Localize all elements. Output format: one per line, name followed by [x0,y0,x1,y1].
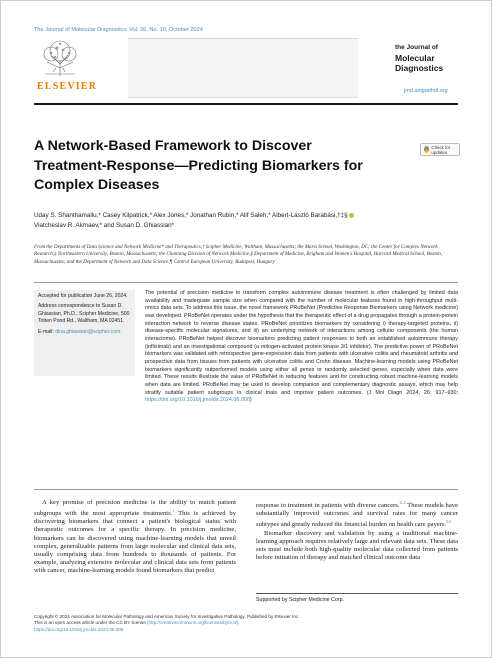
abstract-doi-link[interactable]: https://doi.org/10.1016/j.jmoldx.2024.06.008 [145,397,250,404]
body-column-left [34,499,236,575]
abstract-bottom-rule [34,489,458,490]
footnote-rule [256,593,458,594]
author-affiliations: From the Departments of Data Science and Network Medicine* and Therapeutics,† Scipher Medicine, Waltham, Massachusetts; the Marsi School, Washington, DC; the Center for Complex Network Research,‡ Northeastern University, Boston, Massachusetts; the Channing Division of Network Medicine,§ Department of Medicine, Brigham and Women's Hospital, Harvard Medical School, Boston, Massachusetts; and the Department of Network and Data Science,¶ Central European University, Budapest, Hungary [34,244,443,265]
reference-link[interactable]: 5,6 [446,519,452,525]
author-line-1 [34,211,458,221]
journal-citation-line[interactable]: The Journal of Molecular Diagnostics, Vol. 26, No. 10, October 2024 [34,27,203,33]
orcid-icon[interactable] [349,213,354,218]
header-banner [128,38,358,98]
body-text: This is achieved by discovering biomarkers that connect a patient's biological status with therapeutic outcomes for a specific therapy. In precision medicine, biomarkers can be discovered using machine-learning models that unveil complex, generalizable patterns from large molecular and clinical data sets, usually comprising data from hundreds to thousands of patients. For example, analyzing extensive molecular and clinical data sets from patients with cancer, machine-learning models found biomarkers that predict [34,510,236,574]
license-text: This is an open access article under the CC BY license [34,620,148,626]
check-for-updates-label: Check for updates [431,144,451,155]
email-label: E-mail: [38,328,56,335]
body-paragraph [34,499,236,575]
author-line-2: Viatcheslav R. Akmaev,* and Susan D. Ghiassian* [34,222,175,229]
body-paragraph [256,499,458,530]
footer-doi-link[interactable]: https://doi.org/10.1016/j.jmoldx.2024.06.008 [34,626,124,632]
body-text: These models have substantially improved outcomes and survival rates for many cancer subtypes and greatly reduced the financial burden on health care payers. [256,502,458,529]
correspondence-email-row [38,329,131,336]
reference-link[interactable]: 2–4 [399,500,406,505]
body-text: response to treatment in patients with diverse cancers. [256,502,400,510]
abstract-citation-end: ) [249,397,252,404]
reference-link[interactable]: 1 [172,508,175,514]
crossmark-icon [424,146,429,153]
elsevier-tree-logo-icon [37,38,83,78]
correspondence-email-link[interactable]: dina.ghiassian@scipher.com. [55,328,122,335]
publisher-name: ELSEVIER [37,81,98,92]
author-list [34,211,458,231]
copyright-line: Copyright © 2024 Association for Molecular Pathology and American Society for Investigative Pathology. Published by Elsevier Inc. [34,614,300,619]
body-column-right [256,499,458,562]
body-text: A key promise of precision medicine is the ability to match patient subgroups with the most appropriate treatments. [34,499,236,518]
article-title: A Network-Based Framework to Discover Treatment-Response—Predicting Biomarkers for Complex Diseases [34,138,363,193]
journal-logo-line-3: Diagnostics [395,63,444,73]
journal-url-link[interactable]: jmd.amjpathol.org [404,88,448,94]
abstract-top-rule [34,282,458,283]
journal-logo [395,43,455,73]
abstract-citation: (J Mol Diagn 2024, 26: 917–930; [362,389,459,396]
funding-note: Supported by Scipher Medicine Corp. [256,597,345,603]
abstract [145,290,458,405]
journal-logo-line-2: Molecular [395,53,435,63]
header-rule [34,103,458,105]
copyright-footer [34,614,458,633]
license-link[interactable]: (http://creativecommons.org/licenses/by/4.0/). [147,620,240,626]
author-line-1-text: Uday S. Shanthamallu,* Casey Kilpatrick,* Alex Jones,* Jonathan Rubin,* Alif Saleh,* Albert-László Barabási,†‡§ [34,212,348,219]
check-for-updates-button[interactable] [420,143,460,156]
journal-logo-line-1: the Journal of [395,44,438,51]
correspondence-address: Address correspondence to Susan D. Ghiassian, Ph.D., Scipher Medicine, 500 Totten Pond Rd., Waltham, MA 02451. [38,303,130,325]
accepted-date: Accepted for publication June 26, 2024. [38,293,128,299]
abstract-text: The potential of precision medicine to transform complex autoimmune disease treatment is often challenged by limited data availability and inadequate sample size when compared with the number of molecular features found in high-throughput multi-omics data sets. To address this issue, the novel framework PRoBeNet (Predictive Response Biomarkers using Network medicine) was developed. PRoBeNet operates under the hypothesis that the therapeutic effect of a drug propagates through a protein-protein interaction network to reverse disease states. PRoBeNet prioritizes biomarkers by considering i) therapy-targeted proteins, ii) disease-specific molecular signatures, and iii) an underlying network of interactions among cellular components (the human interactome). PRoBeNet helped discover biomarkers predicting patient responses to both an established autoimmune therapy (infliximab) and an investigational compound (a mitogen-activated protein kinase 3/1 inhibitor). The predictive power of PRoBeNet biomarkers was validated with retrospective gene-expression data from patients with ulcerative colitis and rheumatoid arthritis and prospective data from tissues from patients with ulcerative colitis and Crohn disease. Machine-learning models using PRoBeNet biomarkers significantly outperformed models using either all genes or randomly selected genes, especially when data were limited. These results illustrate the value of PRoBeNet in reducing features and for constructing robust machine-learning models when data are limited. PRoBeNet may be used to develop companion and complementary diagnostic assays, which may help stratify suitable patient subgroups in clinical trials and improve patient outcomes. [145,290,458,396]
body-paragraph: Biomarker discovery and validation by using a traditional machine-learning approach requires relatively large and relevant data sets. These data sets must include both high-quality molecular data collected from patients before initiation of therapy and matched clinical outcome data [256,529,458,561]
article-info-sidebar [34,290,135,376]
